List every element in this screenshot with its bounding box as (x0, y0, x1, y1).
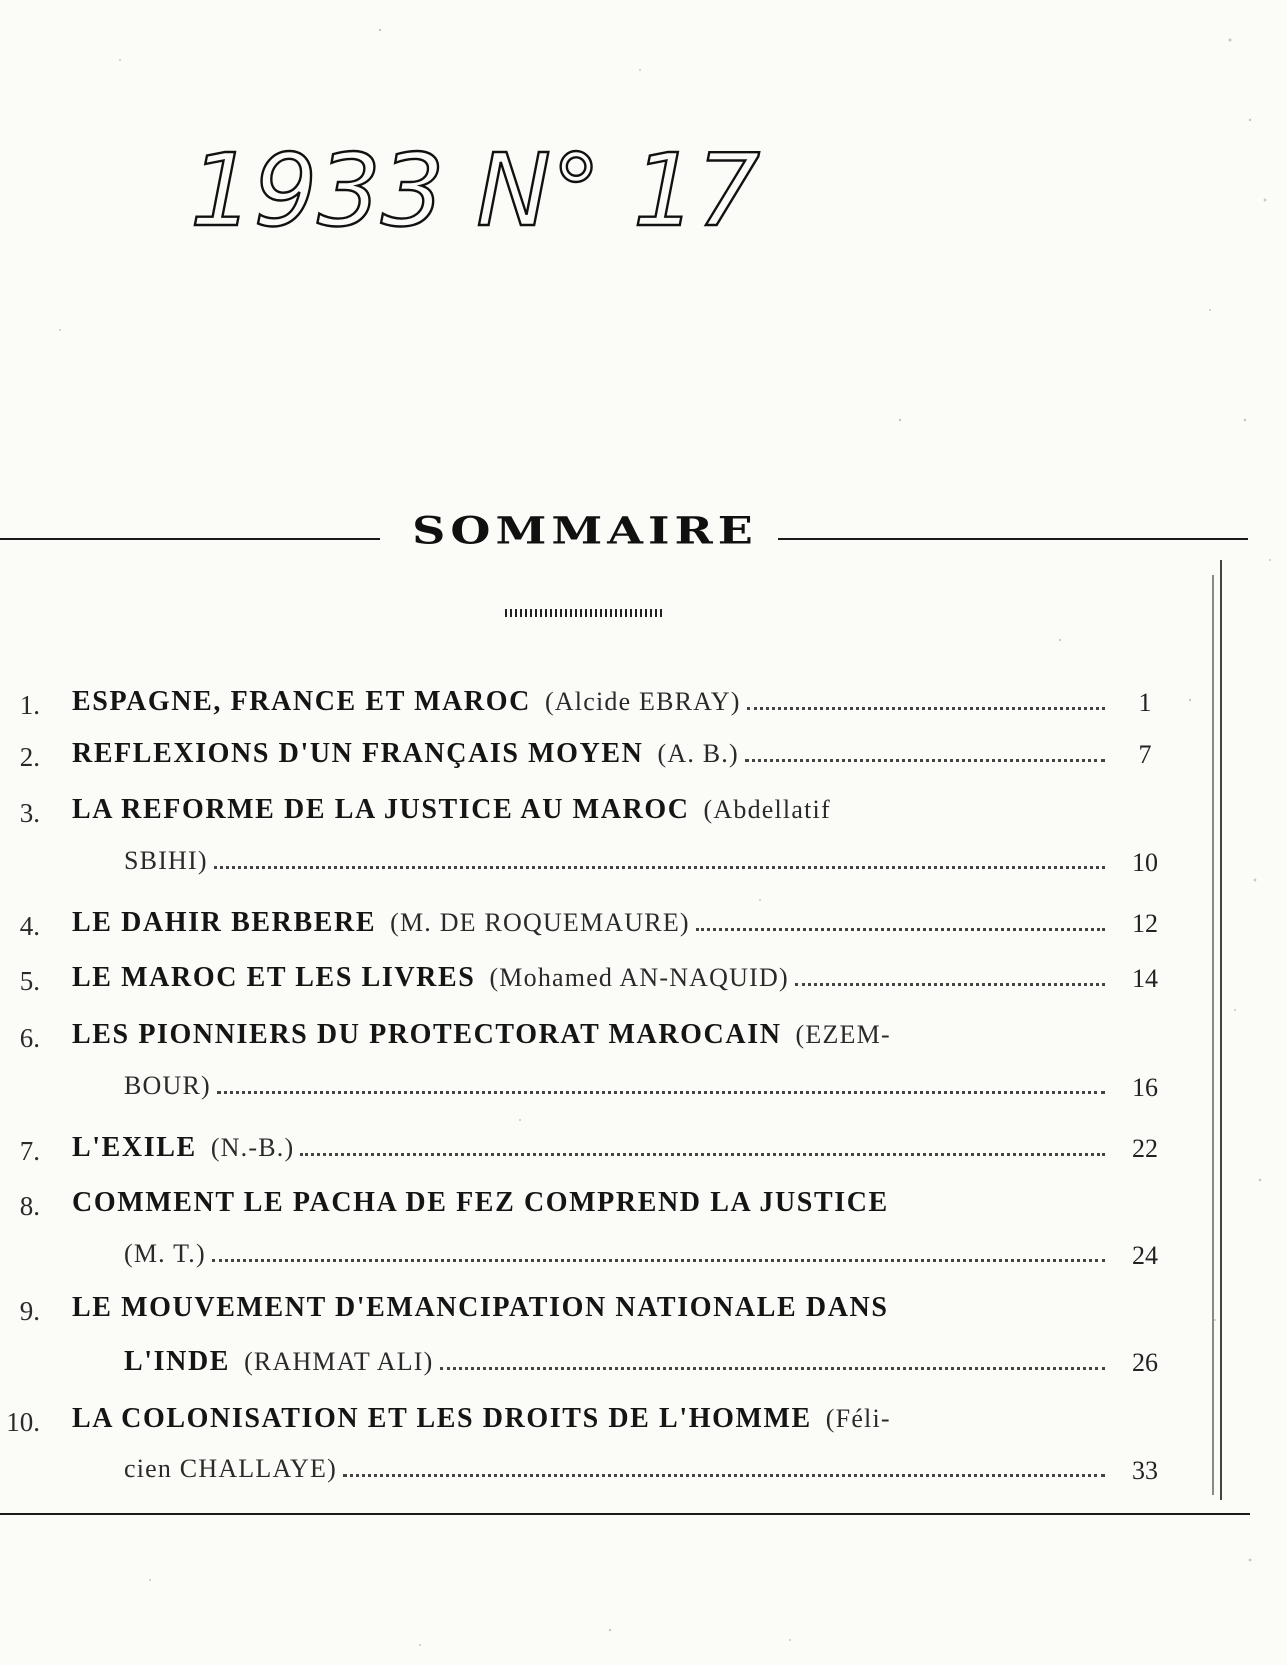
entry-line (72, 686, 1111, 718)
entry-page-number: 14 (1132, 964, 1158, 993)
entry-title: REFLEXIONS D'UN FRANÇAIS MOYEN (72, 738, 644, 769)
dot-leader (745, 759, 1105, 762)
entry-author: (M. DE ROQUEMAURE) (390, 908, 690, 937)
summary-heading: SOMMAIRE (412, 508, 758, 553)
entry-author: (RAHMAT ALI) (244, 1347, 434, 1376)
entry-line (72, 1403, 1111, 1435)
entry-page-number: 26 (1132, 1348, 1158, 1377)
entry-page-number: 22 (1132, 1134, 1158, 1163)
entry-line (72, 794, 1111, 826)
entry-page-number: 7 (1138, 740, 1152, 769)
entry-page-number: 1 (1138, 688, 1152, 717)
entry-number: 6. (19, 1023, 40, 1053)
entry-line (72, 962, 1111, 994)
handwritten-issue-label: 1933 N° 17 (190, 132, 761, 249)
entry-line (124, 1071, 1111, 1101)
dot-leader (440, 1367, 1106, 1370)
entry-page-number: 16 (1132, 1073, 1158, 1102)
dot-leader (343, 1474, 1105, 1477)
entry-line (72, 1019, 1111, 1051)
entry-number: 8. (19, 1191, 40, 1221)
entry-author: (Féli- (825, 1404, 891, 1433)
dot-leader (300, 1153, 1105, 1156)
entry-author: BOUR) (124, 1071, 211, 1100)
entry-line (124, 1454, 1111, 1484)
entry-author: (EZEM- (795, 1020, 891, 1049)
entry-page-number: 24 (1132, 1241, 1158, 1270)
entry-author: (M. T.) (124, 1239, 206, 1268)
entry-author: (Mohamed AN-NAQUID) (489, 963, 789, 992)
entry-author: (Alcide EBRAY) (544, 687, 741, 716)
dot-leader (212, 1259, 1105, 1262)
entry-line (72, 1187, 1111, 1219)
entry-author: (A. B.) (657, 739, 739, 768)
entry-title: LES PIONNIERS DU PROTECTORAT MAROCAIN (72, 1019, 782, 1050)
entry-line (124, 846, 1111, 876)
entry-line (124, 1239, 1111, 1269)
entry-line (72, 907, 1111, 939)
entry-number: 3. (19, 798, 40, 828)
entry-title: LE MAROC ET LES LIVRES (72, 962, 476, 993)
entry-line (72, 738, 1111, 770)
entry-number: 2. (19, 742, 40, 772)
entry-number: 4. (19, 911, 40, 941)
dot-leader (747, 707, 1105, 710)
entry-page-number: 10 (1132, 848, 1158, 877)
entry-author: SBIHI) (124, 846, 208, 875)
entry-title: COMMENT LE PACHA DE FEZ COMPREND LA JUSTICE (72, 1187, 889, 1218)
entry-title: L'EXILE (72, 1132, 197, 1163)
footer-rule (0, 1513, 1250, 1515)
entry-number: 7. (19, 1136, 40, 1166)
entry-number: 5. (19, 966, 40, 996)
entry-number: 10. (6, 1407, 40, 1437)
entry-number: 1. (19, 690, 40, 720)
entry-title: L'INDE (124, 1346, 231, 1377)
entry-page-number: 33 (1132, 1456, 1158, 1485)
entry-line (72, 1132, 1111, 1164)
entry-author: (Abdellatif (703, 795, 831, 824)
entry-title: LA REFORME DE LA JUSTICE AU MAROC (72, 794, 690, 825)
entry-number: 9. (19, 1296, 40, 1326)
entry-author: cien CHALLAYE) (124, 1454, 337, 1483)
entry-title: LE MOUVEMENT D'EMANCIPATION NATIONALE DANS (72, 1292, 889, 1323)
dot-leader (214, 866, 1105, 869)
entry-title: ESPAGNE, FRANCE ET MAROC (72, 686, 531, 717)
entry-line (124, 1346, 1111, 1378)
entry-author: (N.-B.) (210, 1133, 295, 1162)
entry-title: LA COLONISATION ET LES DROITS DE L'HOMME (72, 1403, 812, 1434)
dot-leader (696, 928, 1105, 931)
dot-leader (795, 983, 1105, 986)
dot-leader (217, 1091, 1105, 1094)
entry-page-number: 12 (1132, 909, 1158, 938)
entry-line (72, 1292, 1111, 1324)
entry-title: LE DAHIR BERBERE (72, 907, 377, 938)
